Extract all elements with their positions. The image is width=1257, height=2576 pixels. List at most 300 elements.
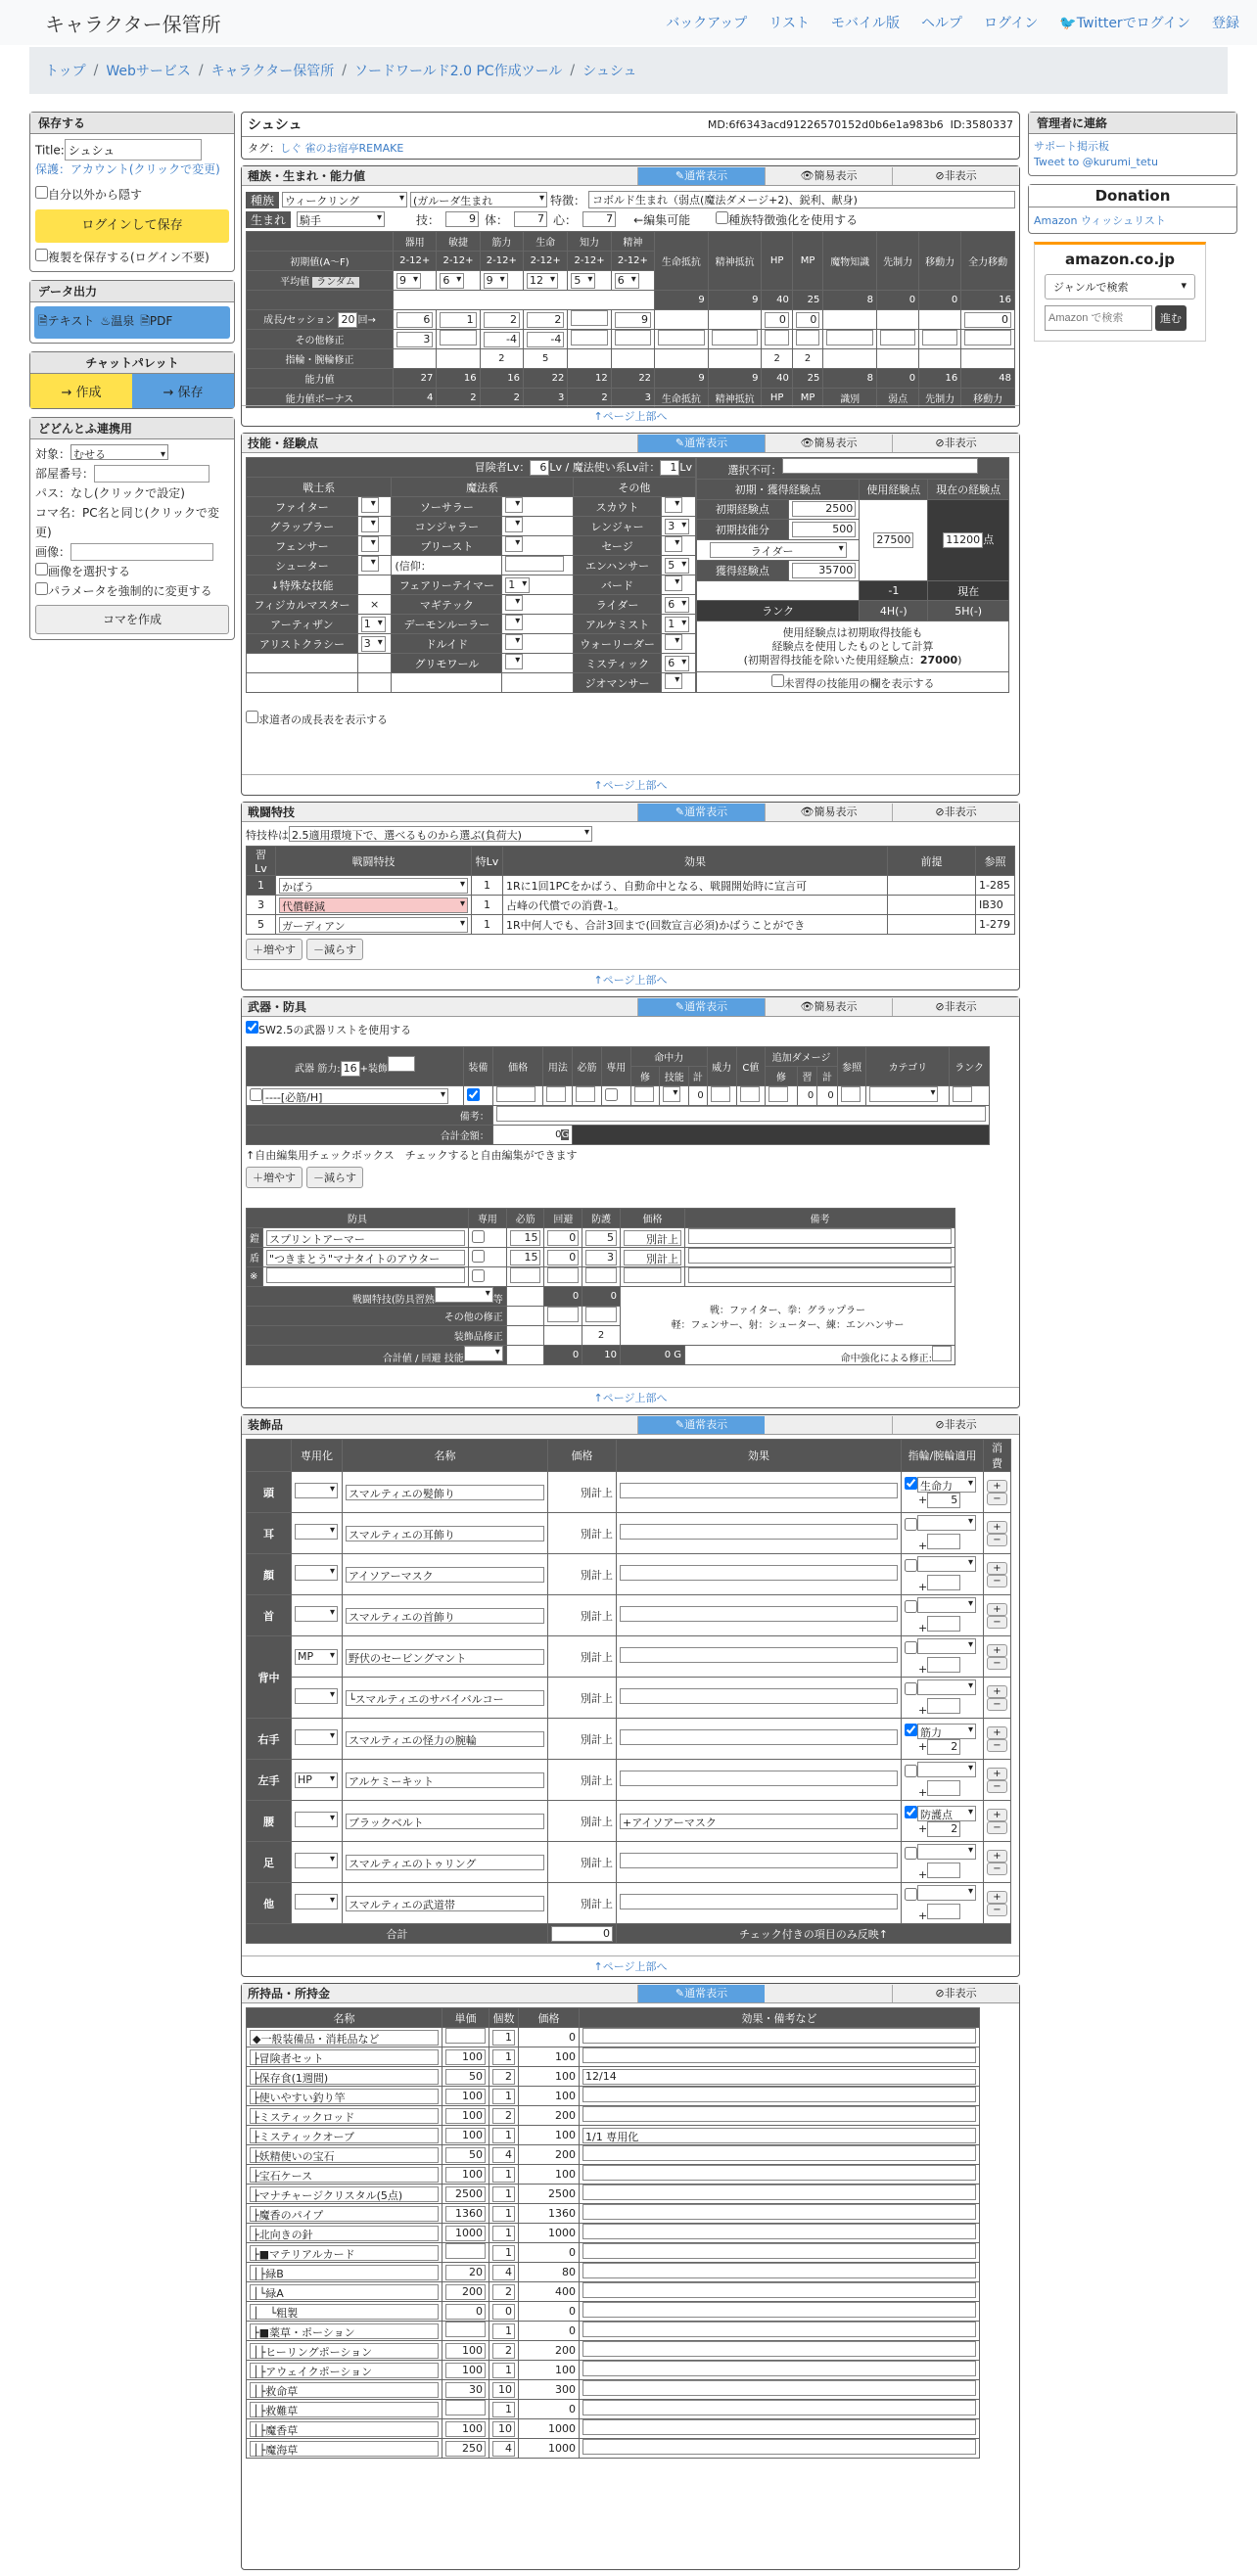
acc-plus-button[interactable]: + (987, 1521, 1007, 1534)
item-name[interactable]: │├魔海草 (250, 2441, 439, 2457)
race-select[interactable]: ウィークリング ▾ (282, 192, 407, 207)
acc-effect-input[interactable]: +アイソアーマスク (620, 1814, 898, 1829)
item-note[interactable] (582, 2263, 976, 2278)
a-other-eva[interactable] (547, 1307, 579, 1322)
item-count[interactable]: 4 (492, 2147, 515, 2163)
gi-input[interactable]: 9 (445, 211, 479, 227)
export-text-button[interactable] (38, 312, 94, 333)
armor-name[interactable]: スプリントアーマー (266, 1230, 465, 1246)
init-skill-select[interactable]: ライダー ▾ (710, 542, 847, 558)
lv-ranger[interactable]: 3 ▾ (665, 519, 689, 534)
feat-select[interactable]: かばう ▾ (279, 878, 468, 894)
item-unit[interactable]: 1360 (445, 2206, 486, 2222)
growth-hp[interactable]: 0 (765, 312, 788, 328)
w-reqstr[interactable] (576, 1086, 595, 1102)
item-unit[interactable]: 200 (445, 2284, 486, 2300)
item-name[interactable]: │├ヒーリングポーション (250, 2343, 439, 2359)
acc-apply-checkbox[interactable] (905, 1682, 917, 1695)
chat-save-button[interactable]: → 保存 (132, 374, 234, 408)
item-note[interactable] (582, 2028, 976, 2044)
item-count[interactable]: 2 (492, 2108, 515, 2124)
lv-fencer[interactable] (361, 536, 379, 552)
item-note[interactable] (582, 2224, 976, 2239)
growth-vit[interactable]: 2 (527, 312, 564, 328)
acc-name-input[interactable]: スマルティエのトゥリング (346, 1855, 544, 1870)
lv-alchemist[interactable]: 1 ▾ (665, 617, 689, 632)
acc-name-input[interactable]: アイソアーマスク (346, 1567, 544, 1583)
race-enhance-checkbox[interactable] (716, 211, 728, 224)
w-skill-select[interactable] (663, 1086, 680, 1102)
acc-effect-input[interactable] (620, 1771, 898, 1786)
acc-effect-input[interactable] (620, 1729, 898, 1745)
a-total-select[interactable] (464, 1346, 503, 1361)
armor-note[interactable] (688, 1248, 952, 1264)
item-name[interactable]: │├救難草 (250, 2402, 439, 2417)
acc-apply-checkbox[interactable] (905, 1559, 917, 1572)
w-ref[interactable] (841, 1086, 861, 1102)
item-note[interactable] (582, 2047, 976, 2063)
other-agi[interactable] (440, 330, 476, 345)
item-name[interactable]: ├ミスティックオーブ (250, 2128, 439, 2143)
acc-name-input[interactable]: 野伏のセービングマント (346, 1649, 544, 1665)
armor-own-checkbox[interactable] (472, 1269, 485, 1282)
acc-own-select[interactable]: MP ▾ (295, 1649, 338, 1665)
item-note[interactable] (582, 2400, 976, 2415)
hide-checkbox[interactable] (35, 186, 48, 199)
item-unit[interactable]: 50 (445, 2147, 486, 2163)
target-select[interactable]: むせる ▾ (70, 444, 168, 460)
armor-price[interactable] (624, 1267, 681, 1283)
image-select-checkbox[interactable] (35, 563, 48, 575)
lv-geomancer[interactable] (665, 673, 682, 689)
item-note[interactable] (582, 2243, 976, 2259)
back-to-top[interactable]: ↑ページ上部へ (242, 774, 1019, 795)
acc-apply-checkbox[interactable] (905, 1847, 917, 1860)
item-count[interactable]: 10 (492, 2382, 515, 2398)
faith-input[interactable] (505, 556, 564, 572)
armor-price[interactable]: 別計上 (624, 1230, 681, 1246)
acc-apply-select[interactable]: 生命力 ▾ (917, 1477, 976, 1493)
support-board-link[interactable]: サポート掲示板 (1034, 140, 1109, 153)
acc-apply-value[interactable] (927, 1575, 960, 1590)
crumb-web[interactable]: Webサービス (106, 64, 191, 79)
other-fullmove[interactable] (964, 330, 1011, 345)
w-price[interactable] (496, 1086, 535, 1102)
acc-plus-button[interactable]: + (987, 1603, 1007, 1616)
lv-magitech[interactable] (505, 595, 523, 611)
export-onsen-button[interactable] (100, 312, 134, 333)
back-to-top[interactable]: ↑ページ上部へ (242, 1387, 1019, 1407)
tab-normal[interactable]: ✎通常表示 (637, 1416, 765, 1434)
armor-own-checkbox[interactable] (472, 1230, 485, 1243)
acc-effect-input[interactable] (620, 1606, 898, 1622)
login-save-button[interactable]: ログインして保存 (35, 209, 229, 243)
lv-shooter[interactable] (361, 556, 379, 572)
acc-minus-button[interactable]: − (987, 1493, 1007, 1505)
lv-fighter[interactable] (361, 497, 379, 513)
acc-apply-checkbox[interactable] (905, 1888, 917, 1901)
tab-normal[interactable]: ✎通常表示 (637, 435, 765, 452)
acc-apply-select[interactable]: 筋力 ▾ (917, 1724, 976, 1739)
other-str[interactable]: -4 (484, 332, 520, 347)
item-name[interactable]: ├■薬草・ポーション (250, 2323, 439, 2339)
growth-move[interactable]: 0 (964, 312, 1011, 328)
item-count[interactable]: 1 (492, 2128, 515, 2143)
copy-save-checkbox[interactable] (35, 249, 48, 261)
item-unit[interactable] (445, 2028, 486, 2044)
acc-minus-button[interactable]: − (987, 1657, 1007, 1670)
acc-name-input[interactable]: スマルティエの武道帯 (346, 1896, 544, 1911)
wishlist-link[interactable]: Amazon ウィッシュリスト (1034, 214, 1166, 227)
lv-artisan[interactable]: 1 ▾ (361, 617, 386, 632)
item-note[interactable]: 12/14 (582, 2069, 976, 2085)
item-count[interactable]: 2 (492, 2069, 515, 2085)
nav-login[interactable]: ログイン (984, 16, 1039, 31)
acc-plus-button[interactable]: + (987, 1809, 1007, 1821)
koma-link[interactable]: コマ名：PC名と同じ(クリックで変更) (35, 506, 219, 539)
w-own-checkbox[interactable] (605, 1088, 618, 1101)
feat-add-button[interactable]: ＋増やす (246, 939, 303, 960)
acc-own-select[interactable] (295, 1565, 338, 1581)
lv-bard[interactable] (665, 575, 682, 591)
item-name[interactable]: ├■マテリアルカード (250, 2245, 439, 2261)
tab-normal[interactable]: ✎通常表示 (637, 998, 765, 1016)
item-name[interactable]: ├ミスティックロッド (250, 2108, 439, 2124)
acc-apply-select[interactable] (917, 1597, 976, 1613)
feat-select[interactable]: 代償軽減 ▾ (279, 897, 468, 913)
w-crit[interactable] (740, 1086, 760, 1102)
acc-name-input[interactable]: └スマルティエのサバイバルコー (346, 1690, 544, 1706)
acc-name-input[interactable]: アルケミーキット (346, 1772, 544, 1788)
crumb-top[interactable]: トップ (45, 64, 86, 79)
acc-apply-value[interactable]: 5 (927, 1493, 960, 1508)
tab-normal[interactable]: ✎通常表示 (637, 1985, 765, 2002)
tab-hide[interactable]: ⊘非表示 (892, 167, 1019, 185)
armor-own-checkbox[interactable] (472, 1250, 485, 1263)
tag-link[interactable]: しぐ 雀のお宿亭REMAKE (280, 142, 404, 155)
acc-effect-input[interactable] (620, 1524, 898, 1540)
item-count[interactable]: 4 (492, 2441, 515, 2457)
acc-minus-button[interactable]: − (987, 1698, 1007, 1711)
acc-apply-select[interactable] (917, 1515, 976, 1531)
tab-hide[interactable]: ⊘非表示 (892, 1985, 1019, 2002)
lv-aristocracy[interactable]: 3 ▾ (361, 636, 386, 652)
feat-del-button[interactable]: －減らす (306, 939, 363, 960)
tab-normal[interactable]: ✎通常表示 (637, 804, 765, 821)
w-free-checkbox[interactable] (250, 1088, 262, 1101)
item-note[interactable] (582, 2165, 976, 2181)
item-note[interactable] (582, 2419, 976, 2435)
weapon-select[interactable]: ----[必筋/H] ▾ (262, 1088, 448, 1104)
acc-effect-input[interactable] (620, 1647, 898, 1663)
armor-reqstr[interactable]: 15 (510, 1230, 541, 1246)
item-unit[interactable]: 1000 (445, 2226, 486, 2241)
item-note[interactable] (582, 2185, 976, 2200)
item-name[interactable]: ├北向きの針 (250, 2226, 439, 2241)
acc-name-input[interactable]: スマルティエの首飾り (346, 1608, 544, 1624)
acc-minus-button[interactable]: − (987, 1739, 1007, 1752)
acc-apply-value[interactable] (927, 1616, 960, 1632)
back-to-top[interactable]: ↑ページ上部へ (242, 1955, 1019, 1976)
growth-str[interactable]: 2 (484, 312, 520, 328)
item-unit[interactable]: 100 (445, 2167, 486, 2183)
item-count[interactable]: 1 (492, 2245, 515, 2261)
init-skill-input[interactable]: 500 (792, 522, 857, 537)
tab-hide[interactable]: ⊘非表示 (892, 435, 1019, 452)
acc-apply-checkbox[interactable] (905, 1518, 917, 1531)
genre-select[interactable] (1045, 274, 1195, 299)
acc-apply-checkbox[interactable] (905, 1765, 917, 1777)
chat-make-button[interactable]: → 作成 (30, 374, 132, 408)
item-count[interactable]: 10 (492, 2421, 515, 2437)
w-deco-input[interactable] (388, 1056, 415, 1072)
lv-rider[interactable]: 6 ▾ (665, 597, 689, 613)
acc-apply-select[interactable] (917, 1638, 976, 1654)
acc-minus-button[interactable]: − (987, 1821, 1007, 1834)
item-name[interactable]: ◆一般装備品・消耗品など (250, 2030, 439, 2046)
init-int[interactable]: 5 ▾ (571, 273, 595, 289)
back-to-top[interactable]: ↑ページ上部へ (242, 969, 1019, 989)
item-count[interactable]: 1 (492, 2089, 515, 2104)
nav-help[interactable]: ヘルプ (921, 16, 963, 31)
lv-druid[interactable] (505, 634, 523, 650)
acc-own-select[interactable]: HP ▾ (295, 1772, 338, 1788)
acc-apply-select[interactable] (917, 1844, 976, 1860)
item-unit[interactable] (445, 2322, 486, 2337)
acc-apply-value[interactable] (927, 1904, 960, 1919)
acc-apply-value[interactable]: 2 (927, 1821, 960, 1837)
item-name[interactable]: │└緑A (250, 2284, 439, 2300)
acc-name-input[interactable]: スマルティエの髪飾り (346, 1485, 544, 1500)
item-note[interactable] (582, 2087, 976, 2102)
other-spires[interactable] (712, 330, 759, 345)
growth-count[interactable]: 20 (338, 312, 357, 328)
weapon-add-button[interactable]: ＋増やす (246, 1167, 303, 1188)
growth-agi[interactable]: 1 (440, 312, 476, 328)
other-vitres[interactable] (658, 330, 705, 345)
acc-plus-button[interactable]: + (987, 1891, 1007, 1904)
feat-rule-select[interactable]: 2.5適用環境下で、選べるものから選ぶ(負荷大) ▾ (289, 826, 592, 842)
init-dex[interactable]: 9 ▾ (396, 273, 421, 289)
acc-effect-input[interactable] (620, 1894, 898, 1909)
acc-minus-button[interactable]: − (987, 1534, 1007, 1546)
acc-effect-input[interactable] (620, 1483, 898, 1498)
tab-hide[interactable]: ⊘非表示 (892, 1416, 1019, 1434)
lv-sorcerer[interactable] (505, 497, 523, 513)
item-count[interactable]: 2 (492, 2343, 515, 2359)
feat-select[interactable]: ガーディアン ▾ (279, 917, 468, 933)
acc-apply-checkbox[interactable] (905, 1724, 917, 1736)
acc-apply-checkbox[interactable] (905, 1600, 917, 1613)
item-note[interactable] (582, 2302, 976, 2318)
acc-apply-select[interactable] (917, 1885, 976, 1901)
item-unit[interactable] (445, 2243, 486, 2259)
w-usage[interactable] (546, 1086, 566, 1102)
unlearned-checkbox[interactable] (771, 674, 784, 687)
a-other-def[interactable] (585, 1307, 617, 1322)
acc-plus-button[interactable]: + (987, 1480, 1007, 1493)
sw25-checkbox[interactable] (246, 1021, 258, 1034)
armor-eva[interactable]: 0 (547, 1230, 579, 1246)
item-note[interactable] (582, 2380, 976, 2396)
init-vit[interactable]: 12 ▾ (527, 273, 558, 289)
acc-apply-value[interactable]: 2 (927, 1739, 960, 1755)
acc-own-select[interactable] (295, 1853, 338, 1868)
armor-name[interactable]: "つきまとう"マナタイトのアウター (266, 1250, 465, 1265)
lv-warleader[interactable] (665, 634, 682, 650)
item-unit[interactable]: 250 (445, 2441, 486, 2457)
armor-eva[interactable] (547, 1267, 579, 1283)
item-count[interactable]: 1 (492, 2030, 515, 2046)
acc-apply-checkbox[interactable] (905, 1641, 917, 1654)
nav-mobile[interactable]: モバイル版 (831, 16, 901, 31)
other-mp[interactable] (796, 330, 819, 345)
nav-twitter-login[interactable] (1059, 13, 1190, 32)
nav-list[interactable]: リスト (768, 16, 811, 31)
item-count[interactable]: 1 (492, 2226, 515, 2241)
lv-priest[interactable] (505, 536, 523, 552)
item-count[interactable]: 1 (492, 2402, 515, 2417)
item-count[interactable]: 0 (492, 2304, 515, 2320)
a-skill-select[interactable] (435, 1287, 493, 1303)
acc-apply-select[interactable]: 防護点 ▾ (917, 1806, 976, 1821)
other-dex[interactable]: 3 (396, 332, 433, 347)
tab-normal[interactable]: ✎通常表示 (637, 167, 765, 185)
crumb-storage[interactable]: キャラクター保管所 (210, 64, 335, 79)
w-note-input[interactable] (496, 1106, 986, 1122)
acc-plus-button[interactable]: + (987, 1726, 1007, 1739)
random-button[interactable]: ランダム (312, 277, 359, 288)
w-rank[interactable] (953, 1086, 972, 1102)
lv-demonruler[interactable] (505, 615, 523, 630)
item-unit[interactable]: 30 (445, 2382, 486, 2398)
acc-apply-select[interactable] (917, 1556, 976, 1572)
other-hp[interactable] (765, 330, 788, 345)
item-unit[interactable]: 100 (445, 2128, 486, 2143)
item-unit[interactable]: 100 (445, 2343, 486, 2359)
tab-simple[interactable]: 👁簡易表示 (765, 804, 892, 821)
acc-plus-button[interactable]: + (987, 1644, 1007, 1657)
armor-def[interactable]: 3 (585, 1250, 617, 1265)
acc-apply-checkbox[interactable] (905, 1806, 917, 1818)
tab-simple[interactable]: 👁簡易表示 (765, 998, 892, 1016)
acc-minus-button[interactable]: − (987, 1863, 1007, 1875)
grow-table-checkbox[interactable] (246, 711, 258, 723)
acc-effect-input[interactable] (620, 1565, 898, 1581)
acc-own-select[interactable] (295, 1688, 338, 1704)
item-name[interactable]: ├宝石ケース (250, 2167, 439, 2183)
acc-effect-input[interactable] (620, 1688, 898, 1704)
lv-fairy[interactable]: 1 ▾ (505, 577, 530, 593)
acc-apply-value[interactable] (927, 1657, 960, 1673)
acc-own-select[interactable] (295, 1606, 338, 1622)
path-link[interactable]: パス：なし(クリックで設定) (35, 486, 185, 500)
item-count[interactable]: 1 (492, 2363, 515, 2378)
create-koma-button[interactable]: コマを作成 (35, 605, 229, 634)
item-name[interactable]: ├妖精使いの宝石 (250, 2147, 439, 2163)
acc-name-input[interactable]: スマルティエの怪力の腕輪 (346, 1731, 544, 1747)
item-note[interactable] (582, 2106, 976, 2122)
growth-int[interactable] (571, 310, 607, 326)
armor-def[interactable]: 5 (585, 1230, 617, 1246)
lv-grimoire[interactable] (505, 654, 523, 669)
race2-select[interactable]: (ガルーダ生まれ ▾ (410, 192, 547, 207)
item-note[interactable] (582, 2282, 976, 2298)
tab-simple[interactable]: 👁簡易表示 (765, 435, 892, 452)
armor-reqstr[interactable]: 15 (510, 1250, 541, 1265)
armor-note[interactable] (688, 1228, 952, 1244)
item-name[interactable]: │ └粗製 (250, 2304, 439, 2320)
tab-hide[interactable]: ⊘非表示 (892, 998, 1019, 1016)
acc-apply-value[interactable] (927, 1534, 960, 1549)
tai-input[interactable]: 7 (514, 211, 547, 227)
acc-minus-button[interactable]: − (987, 1616, 1007, 1629)
select-input[interactable] (782, 458, 978, 474)
acc-own-select[interactable] (295, 1524, 338, 1540)
item-unit[interactable]: 50 (445, 2069, 486, 2085)
armor-price[interactable]: 別計上 (624, 1250, 681, 1265)
lv-conjurer[interactable] (505, 517, 523, 532)
item-note[interactable] (582, 2361, 976, 2376)
acc-own-select[interactable] (295, 1483, 338, 1498)
acc-name-input[interactable]: ブラックベルト (346, 1814, 544, 1829)
armor-name[interactable] (266, 1267, 465, 1283)
kokoro-input[interactable]: 7 (582, 211, 616, 227)
room-input[interactable] (94, 465, 210, 483)
item-count[interactable]: 1 (492, 2167, 515, 2183)
lv-enhancer[interactable]: 5 ▾ (665, 558, 689, 574)
acc-own-select[interactable] (295, 1894, 338, 1909)
item-name[interactable]: │├アウェイクポーション (250, 2363, 439, 2378)
acc-apply-select[interactable] (917, 1679, 976, 1695)
hit-enhance-input[interactable] (932, 1346, 952, 1361)
item-name[interactable]: │├救命草 (250, 2382, 439, 2398)
item-note[interactable] (582, 2204, 976, 2220)
item-name[interactable]: ├魔香のパイプ (250, 2206, 439, 2222)
birth-select[interactable]: 騎手 ▾ (297, 211, 385, 227)
item-unit[interactable]: 2500 (445, 2186, 486, 2202)
weapon-del-button[interactable]: －減らす (306, 1167, 363, 1188)
gain-input[interactable]: 35700 (792, 563, 857, 578)
item-note[interactable]: 1/1 専用化 (582, 2128, 976, 2143)
back-to-top[interactable]: ↑ページ上部へ (242, 405, 1019, 426)
acc-own-select[interactable] (295, 1812, 338, 1827)
w-equip-checkbox[interactable] (467, 1088, 480, 1101)
armor-note[interactable] (688, 1267, 952, 1283)
acc-apply-value[interactable] (927, 1698, 960, 1714)
item-name[interactable]: ├冒険者セット (250, 2049, 439, 2065)
item-unit[interactable]: 100 (445, 2108, 486, 2124)
w-dmg-mod[interactable] (768, 1086, 788, 1102)
item-count[interactable]: 1 (492, 2049, 515, 2065)
item-count[interactable]: 1 (492, 2186, 515, 2202)
item-note[interactable] (582, 2439, 976, 2455)
item-name[interactable]: │├魔香草 (250, 2421, 439, 2437)
tab-hide[interactable]: ⊘非表示 (892, 804, 1019, 821)
item-unit[interactable]: 0 (445, 2304, 486, 2320)
amazon-search-input[interactable] (1045, 305, 1152, 331)
tab-simple[interactable]: 👁簡易表示 (765, 167, 892, 185)
image-input[interactable] (70, 543, 213, 561)
growth-spi[interactable]: 9 (615, 312, 651, 328)
acc-apply-select[interactable] (917, 1762, 976, 1777)
item-count[interactable]: 1 (492, 2206, 515, 2222)
nav-register[interactable]: 登録 (1212, 16, 1239, 31)
crumb-char[interactable]: シュシュ (582, 64, 637, 79)
w-hit-mod[interactable] (634, 1086, 654, 1102)
item-count[interactable]: 2 (492, 2284, 515, 2300)
acc-apply-value[interactable] (927, 1780, 960, 1796)
